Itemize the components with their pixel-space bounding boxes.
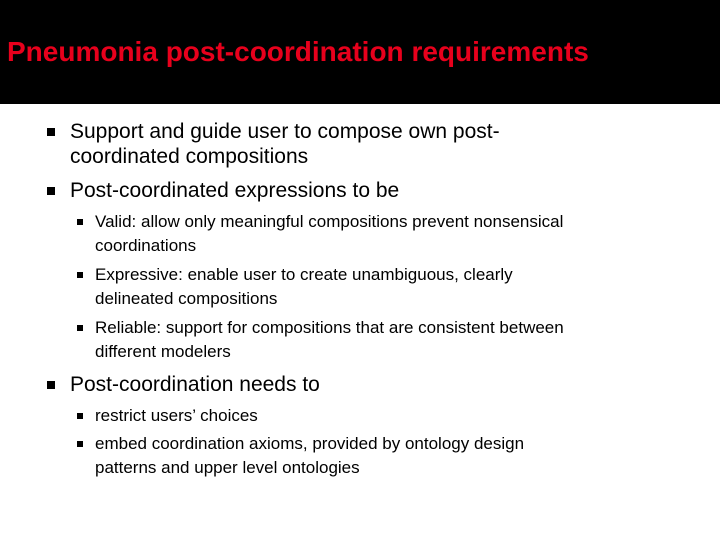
square-bullet-icon: [77, 413, 83, 419]
square-bullet-icon: [47, 381, 55, 389]
bullet-line: embed coordination axioms, provided by ontology design: [95, 434, 525, 453]
bullet-line: patterns and upper level ontologies: [95, 458, 360, 477]
bullet-line: Support and guide user to compose own post-: [70, 120, 500, 143]
bullet-line: Reliable: support for compositions that are consistent between: [95, 318, 564, 337]
bullet-line: restrict users’ choices: [95, 406, 258, 425]
square-bullet-icon: [47, 187, 55, 195]
bullet-line: Post-coordination needs to: [70, 373, 320, 396]
sub-bullet-expressive: [95, 263, 695, 311]
bullet-line: Expressive: enable user to create unambiguous, clearly: [95, 265, 513, 284]
sub-bullet-embed: [95, 432, 695, 480]
bullet-support-guide: [70, 119, 670, 169]
square-bullet-icon: [77, 272, 83, 278]
sub-bullet-valid: [95, 210, 695, 258]
bullet-line: Post-coordinated expressions to be: [70, 179, 400, 202]
square-bullet-icon: [77, 441, 83, 447]
square-bullet-icon: [47, 128, 55, 136]
bullet-line: different modelers: [95, 342, 231, 361]
bullet-line: delineated compositions: [95, 289, 278, 308]
square-bullet-icon: [77, 219, 83, 225]
sub-bullet-reliable: [95, 316, 695, 364]
title-bar: [0, 0, 720, 104]
square-bullet-icon: [77, 325, 83, 331]
bullet-line: Valid: allow only meaningful compositions prevent nonsensical: [95, 212, 564, 231]
sub-bullet-restrict: [95, 404, 695, 428]
bullet-line: coordinations: [95, 236, 197, 255]
bullet-post-coordination-needs: [70, 372, 670, 397]
bullet-line: coordinated compositions: [70, 145, 309, 168]
bullet-post-coordinated-expressions: [70, 178, 670, 203]
slide-title: Pneumonia post-coordination requirements: [7, 36, 589, 67]
